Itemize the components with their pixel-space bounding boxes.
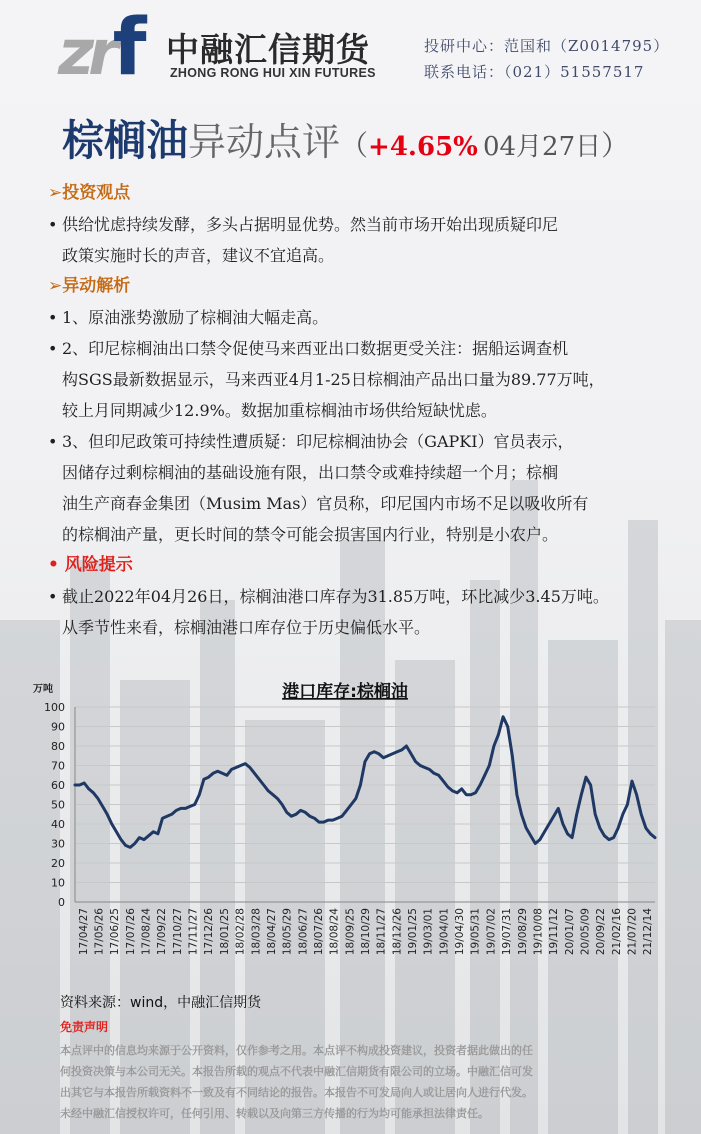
- logo-mark: zrf: [58, 3, 141, 93]
- header: [0, 0, 701, 100]
- chart-x-tick-label: 17/11/27: [187, 908, 200, 956]
- chart-y-tick-label: 20: [51, 857, 65, 870]
- chart-x-tick-label: 20/09/22: [595, 908, 608, 956]
- chart-title: 港口库存:棕榈油: [282, 682, 408, 702]
- chart-x-tick-label: 19/05/31: [469, 908, 482, 956]
- chart-y-tick-label: 90: [51, 720, 65, 734]
- chart-x-tick-label: 18/07/26: [312, 908, 325, 956]
- contact-phone: 联系电话：（021）51557517: [424, 63, 645, 81]
- chart-x-tick-label: 19/11/12: [548, 908, 561, 956]
- title-subtitle: 异动点评: [188, 120, 341, 164]
- chart-y-tick-label: 50: [51, 798, 65, 812]
- chart-x-tick-label: 18/02/28: [234, 908, 247, 956]
- inventory-chart: [30, 677, 670, 985]
- chart-x-tick-label: 17/08/24: [140, 908, 153, 956]
- chart-x-tick-label: 17/04/27: [77, 908, 90, 956]
- paragraph-risk: • 截止2022年04月26日，棕榈油港口库存为31.85万吨，环比减少3.45万吨。 从季节性来看，棕榈油港口库存位于历史偏低水平。: [48, 587, 609, 637]
- data-source: 资料来源：wind，中融汇信期货: [60, 995, 262, 1011]
- chart-series-line: [75, 717, 655, 848]
- chart-x-tick-label: 18/05/29: [281, 908, 294, 956]
- company-logo: [58, 3, 378, 93]
- logo-chinese-name: 中融汇信期货: [166, 30, 370, 69]
- chart-svg: [30, 677, 670, 985]
- chart-y-tick-label: 80: [51, 740, 65, 753]
- chart-x-tick-label: 18/12/26: [391, 908, 404, 956]
- chart-x-tick-label: 19/01/25: [407, 908, 420, 956]
- title-change-percent: +4.65%: [368, 132, 478, 162]
- paragraph-view: • 供给忧虑持续发酵，多头占据明显优势。然当前市场开始出现质疑印尼 政策实施时长的声音，建议不宜追高。: [48, 215, 559, 265]
- chart-x-tick-label: 17/09/22: [156, 908, 169, 956]
- page-title: 棕榈油异动点评（+4.65% 04月27日）: [62, 116, 630, 165]
- title-commodity: 棕榈油: [62, 116, 189, 165]
- title-date: 04月27日: [482, 132, 602, 162]
- chart-x-tick-label: 18/09/25: [344, 908, 357, 956]
- chart-x-tick-label: 18/06/27: [297, 908, 310, 956]
- chart-x-tick-label: 17/10/27: [171, 908, 184, 956]
- disclaimer-text: 本点评中的信息均来源于公开资料，仅作参考之用。本点评不构成投资建议，投资者据此做出的任 何投资决策与本公司无关。本报告所载的观点不代表中融汇信期货有限公司的立场。中融汇信可发 出其它与本报告所载资料不一致及有不同结论的报告。本报告不可发局向人或让居向人进行代发。 未经中融汇信授权许可，任何引用、转载以及向第三方传播的行为均可能承担法律责任。: [60, 1044, 533, 1120]
- disclaimer-title: 免责声明: [60, 1020, 109, 1034]
- chart-x-tick-label: 18/11/27: [375, 908, 388, 956]
- chart-x-tick-label: 19/04/30: [454, 908, 467, 956]
- chart-y-tick-label: 30: [51, 837, 65, 851]
- chart-x-tick-label: 18/08/24: [328, 908, 341, 956]
- chart-x-tick-label: 19/04/01: [438, 908, 451, 956]
- chart-x-tick-label: 19/07/31: [501, 908, 514, 956]
- section-heading-risk: • 风险提示: [48, 555, 133, 575]
- logo-english-name: ZHONG RONG HUI XIN FUTURES: [170, 66, 376, 80]
- section-heading-analysis: ➢异动解析: [48, 276, 131, 296]
- chart-x-tick-label: 19/10/08: [532, 908, 545, 956]
- chart-x-tick-label: 21/07/20: [626, 908, 639, 956]
- chart-y-unit-label: 万吨: [33, 684, 53, 695]
- chart-x-tick-label: 21/02/16: [610, 908, 623, 956]
- chart-x-tick-label: 20/05/09: [579, 908, 592, 956]
- contact-researcher: 投研中心：范国和（Z0014795）: [424, 37, 670, 55]
- paragraph-analysis-1: • 1、原油涨势激励了棕榈油大幅走高。: [48, 308, 329, 327]
- section-heading-view: ➢投资观点: [48, 183, 131, 203]
- chart-x-tick-label: 17/07/26: [124, 908, 137, 956]
- chart-y-tick-label: 0: [58, 896, 65, 909]
- chart-y-tick-label: 10: [51, 876, 65, 890]
- chart-y-tick-label: 40: [51, 818, 65, 831]
- chart-x-tick-label: 17/12/26: [203, 908, 216, 956]
- chart-x-tick-label: 18/03/28: [250, 908, 263, 956]
- chart-x-tick-label: 19/07/02: [485, 908, 498, 956]
- paragraph-analysis-3: • 3、但印尼政策可持续性遭质疑：印尼棕榈油协会（GAPKI）官员表示， 因储存过剩棕榈油的基础设施有限，出口禁令或难持续超一个月；棕榈 油生产商春金集团（Musim Mas）官员称，印尼国内市场不足以吸收所有 的棕榈油产量，更长时间的禁令可能会损害国内行业，特别是小农户。: [48, 432, 589, 544]
- chart-x-tick-label: 19/03/01: [422, 908, 435, 956]
- chart-x-tick-label: 18/04/27: [265, 908, 278, 956]
- chart-x-tick-label: 20/01/07: [563, 908, 576, 956]
- chart-y-tick-label: 60: [51, 779, 65, 792]
- chart-y-tick-label: 70: [51, 759, 65, 773]
- report-body: [48, 178, 678, 643]
- chart-x-tick-label: 18/01/25: [218, 908, 231, 956]
- chart-x-tick-label: 17/06/25: [109, 908, 122, 956]
- chart-x-tick-label: 18/10/29: [360, 908, 372, 956]
- chart-x-tick-label: 19/08/29: [516, 908, 529, 956]
- paragraph-analysis-2: • 2、印尼棕榈油出口禁令促使马来西亚出口数据更受关注：据船运调查机 构SGS最新数据显示，马来西亚4月1-25日棕榈油产品出口量为89.77万吨， 较上月同期减少12.9%。数据加重棕榈油市场供给短缺忧虑。: [48, 339, 605, 420]
- chart-x-tick-label: 21/12/14: [642, 908, 655, 956]
- chart-y-tick-label: 100: [44, 701, 65, 714]
- chart-x-tick-label: 17/05/26: [93, 908, 106, 956]
- contact-info: [424, 33, 669, 85]
